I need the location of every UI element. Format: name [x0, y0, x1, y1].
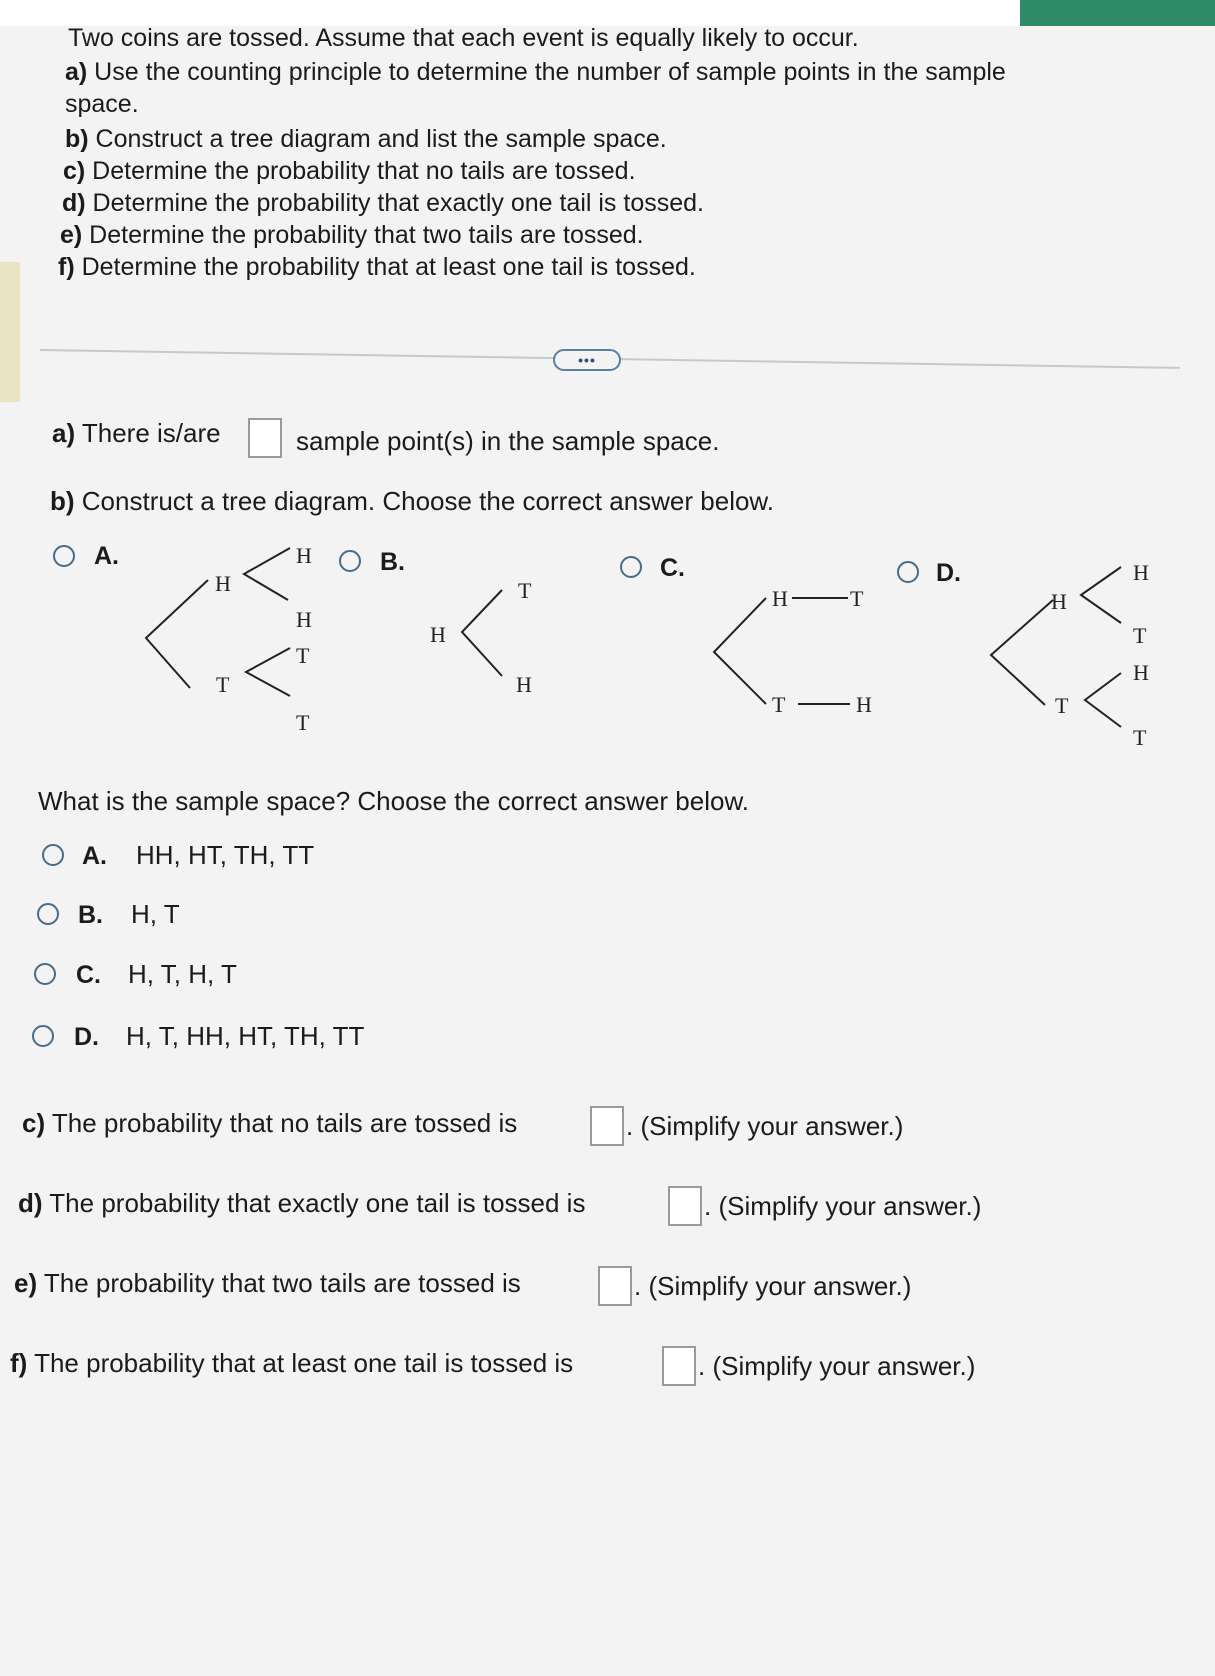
tree-option-c-diagram: [710, 580, 890, 720]
top-accent-bar: [1020, 0, 1215, 26]
tree-d-leaf-1: H: [1133, 560, 1149, 585]
sample-option-b-text: H, T: [131, 899, 180, 929]
problem-e: e) Determine the probability that two tails are tossed.: [60, 221, 644, 249]
tree-option-a-diagram: [140, 540, 340, 740]
tree-option-b-diagram: [430, 580, 550, 710]
tree-c-leaf-2: H: [856, 692, 872, 717]
tree-b-root: H: [430, 622, 446, 647]
left-highlight-band: [0, 262, 20, 402]
part-e-suffix: . (Simplify your answer.): [634, 1271, 912, 1301]
part-f-answer-box[interactable]: [662, 1346, 696, 1386]
part-d-prefix: d) The probability that exactly one tail is tossed is: [18, 1188, 586, 1218]
part-a-suffix: sample point(s) in the sample space.: [296, 426, 720, 456]
tree-c-leaf-1: T: [850, 586, 864, 611]
tree-a-leaf-4: T: [296, 710, 310, 735]
tree-b-leaf-2: H: [516, 672, 532, 697]
part-c-prefix: c) The probability that no tails are tossed is: [22, 1108, 518, 1138]
tree-option-b-radio[interactable]: [339, 550, 361, 572]
tree-a-branch-t: T: [216, 672, 230, 697]
problem-a-line1: a) Use the counting principle to determine the number of sample points in the sample: [65, 58, 1006, 86]
part-f-suffix: . (Simplify your answer.): [698, 1351, 976, 1381]
sample-option-a-text: HH, HT, TH, TT: [136, 840, 315, 870]
problem-c: c) Determine the probability that no tails are tossed.: [63, 157, 636, 185]
part-a-prefix: a) There is/are: [52, 418, 221, 448]
sample-option-a-radio[interactable]: [42, 844, 64, 866]
tree-a-leaf-3: T: [296, 643, 310, 668]
tree-d-branch-h: H: [1051, 589, 1067, 614]
part-d-suffix: . (Simplify your answer.): [704, 1191, 982, 1221]
tree-a-branch-h: H: [215, 571, 231, 596]
sample-option-b-label: B.: [78, 901, 103, 929]
tree-b-leaf-1: T: [518, 578, 532, 603]
part-b-prompt: b) Construct a tree diagram. Choose the correct answer below.: [50, 486, 774, 516]
part-d-answer-box[interactable]: [668, 1186, 702, 1226]
tree-d-leaf-2: T: [1133, 623, 1147, 648]
tree-c-branch-h: H: [772, 586, 788, 611]
problem-f: f) Determine the probability that at least one tail is tossed.: [58, 253, 696, 281]
tree-d-leaf-4: T: [1133, 725, 1147, 750]
problem-d: d) Determine the probability that exactly one tail is tossed.: [62, 189, 704, 217]
tree-option-a-label: A.: [94, 542, 119, 570]
sample-option-d-label: D.: [74, 1023, 99, 1051]
part-f-prefix: f) The probability that at least one tail is tossed is: [10, 1348, 574, 1378]
tree-option-d-label: D.: [936, 559, 961, 587]
sample-option-b-radio[interactable]: [37, 903, 59, 925]
problem-b: b) Construct a tree diagram and list the sample space.: [65, 125, 667, 153]
tree-c-branch-t: T: [772, 692, 786, 717]
tree-option-a-radio[interactable]: [53, 545, 75, 567]
problem-intro: Two coins are tossed. Assume that each event is equally likely to occur.: [68, 24, 859, 52]
tree-option-d-radio[interactable]: [897, 561, 919, 583]
part-c-answer-box[interactable]: [590, 1106, 624, 1146]
sample-option-d-radio[interactable]: [32, 1025, 54, 1047]
part-e-answer-box[interactable]: [598, 1266, 632, 1306]
tree-d-branch-t: T: [1055, 693, 1069, 718]
sample-option-c-radio[interactable]: [34, 963, 56, 985]
sample-option-c-label: C.: [76, 961, 101, 989]
more-button[interactable]: •••: [553, 349, 621, 371]
sample-option-d-text: H, T, HH, HT, TH, TT: [126, 1021, 365, 1051]
part-a-answer-box[interactable]: [248, 418, 282, 458]
problem-a-line2: space.: [65, 90, 139, 118]
tree-a-leaf-1: H: [296, 543, 312, 568]
part-e-prefix: e) The probability that two tails are tossed is: [14, 1268, 521, 1298]
tree-option-b-label: B.: [380, 548, 405, 576]
sample-option-a-label: A.: [82, 842, 107, 870]
part-c-suffix: . (Simplify your answer.): [626, 1111, 904, 1141]
sample-option-c-text: H, T, H, T: [128, 959, 237, 989]
sample-space-prompt: What is the sample space? Choose the correct answer below.: [38, 786, 750, 816]
tree-option-c-label: C.: [660, 554, 685, 582]
tree-option-c-radio[interactable]: [620, 556, 642, 578]
tree-a-leaf-2: H: [296, 607, 312, 632]
tree-option-d-diagram: [985, 555, 1185, 755]
problem-a-text: Use the counting principle to determine the number of sample points in the sample: [87, 58, 1006, 86]
tree-d-leaf-3: H: [1133, 660, 1149, 685]
